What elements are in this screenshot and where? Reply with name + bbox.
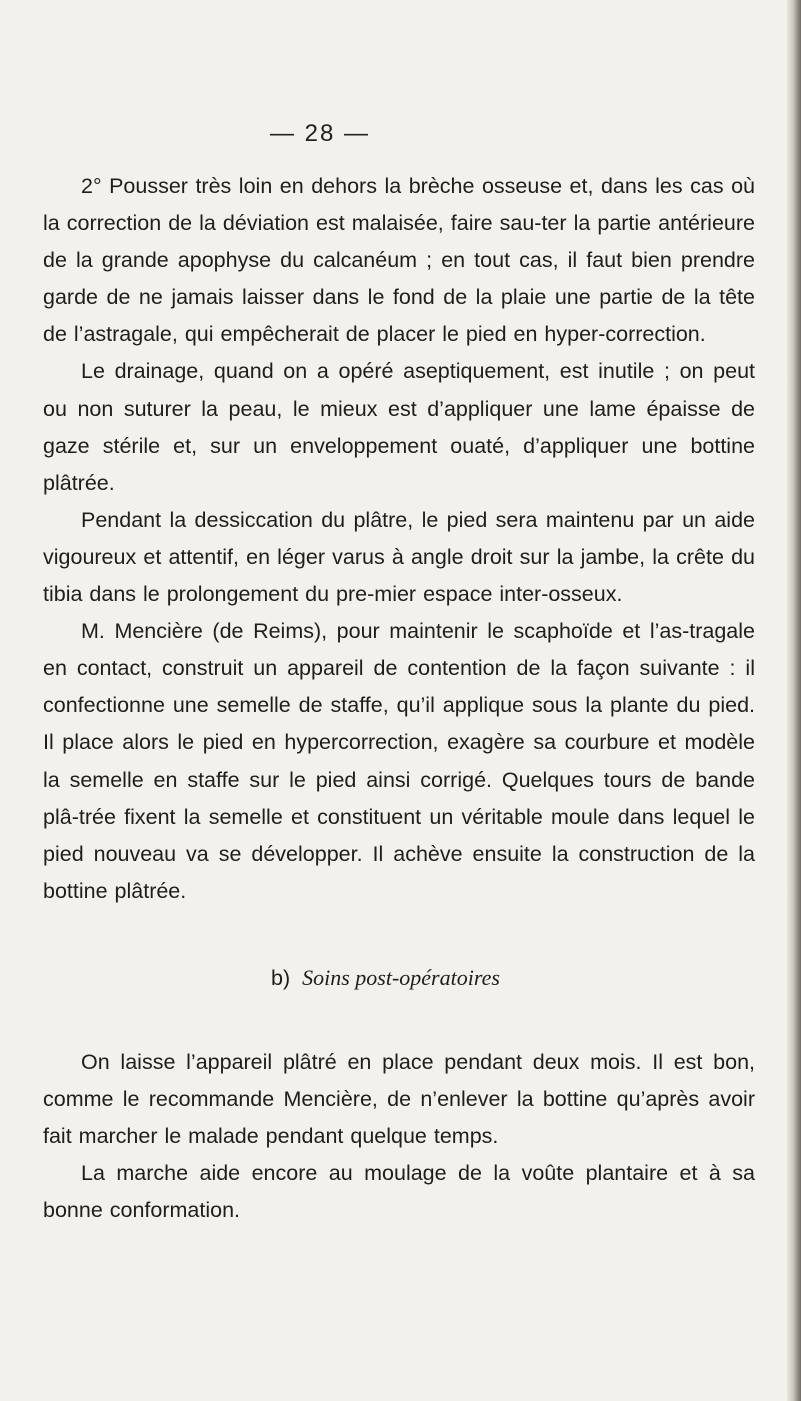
paragraph-1: 2° Pousser très loin en dehors la brèche osseuse et, dans les cas où la correction de la déviation est malaisée, faire sau-ter la partie antérieure de la grande apophyse du calcanéum ; en tout cas, il faut bien prendre garde de ne jamais laisser dans le fond de la plaie une partie de la tête de l’astragale, qui empêcherait de placer le pied en hyper-correction.	[43, 174, 755, 347]
section-letter: b)	[271, 965, 291, 990]
paragraph-5: On laisse l’appareil plâtré en place pendant deux mois. Il est bon, comme le recommande Mencière, de n’enlever la bottine qu’après avoir fait marcher le malade pendant quelque temps.	[43, 1049, 755, 1149]
paragraph-6: La marche aide encore au moulage de la voûte plantaire et à sa bonne conformation.	[43, 1161, 755, 1223]
page-number: — 28 —	[269, 120, 371, 147]
section-title: Soins post-opératoires	[302, 964, 500, 990]
paragraph-2: Le drainage, quand on a opéré aseptiquement, est inutile ; on peut ou non suturer la peau, le mieux est d’appliquer une lame épaisse de gaze stérile et, sur un enveloppement ouaté, d’appliquer une bottine plâtrée.	[43, 359, 755, 495]
page-edge-shadow	[787, 0, 801, 1401]
paragraph-3: Pendant la dessiccation du plâtre, le pied sera maintenu par un aide vigoureux et attentif, en léger varus à angle droit sur la jambe, la crête du tibia dans le prolongement du pre-mier espace inter-osseux.	[43, 507, 755, 607]
section-heading	[43, 959, 755, 997]
paragraph-4: M. Mencière (de Reims), pour maintenir le scaphoïde et l’as-tragale en contact, construit un appareil de contention de la façon suivante : il confectionne une semelle de staffe, qu’il applique sous la plante du pied. Il place alors le pied en hypercorrection, exagère sa courbure et modèle la semelle en staffe sur le pied ainsi corrigé. Quelques tours de bande plâ-trée fixent la semelle et constituent un véritable moule dans lequel le pied nouveau va se développer. Il achève ensuite la construction de la bottine plâtrée.	[43, 619, 755, 903]
body-text	[43, 168, 755, 1229]
